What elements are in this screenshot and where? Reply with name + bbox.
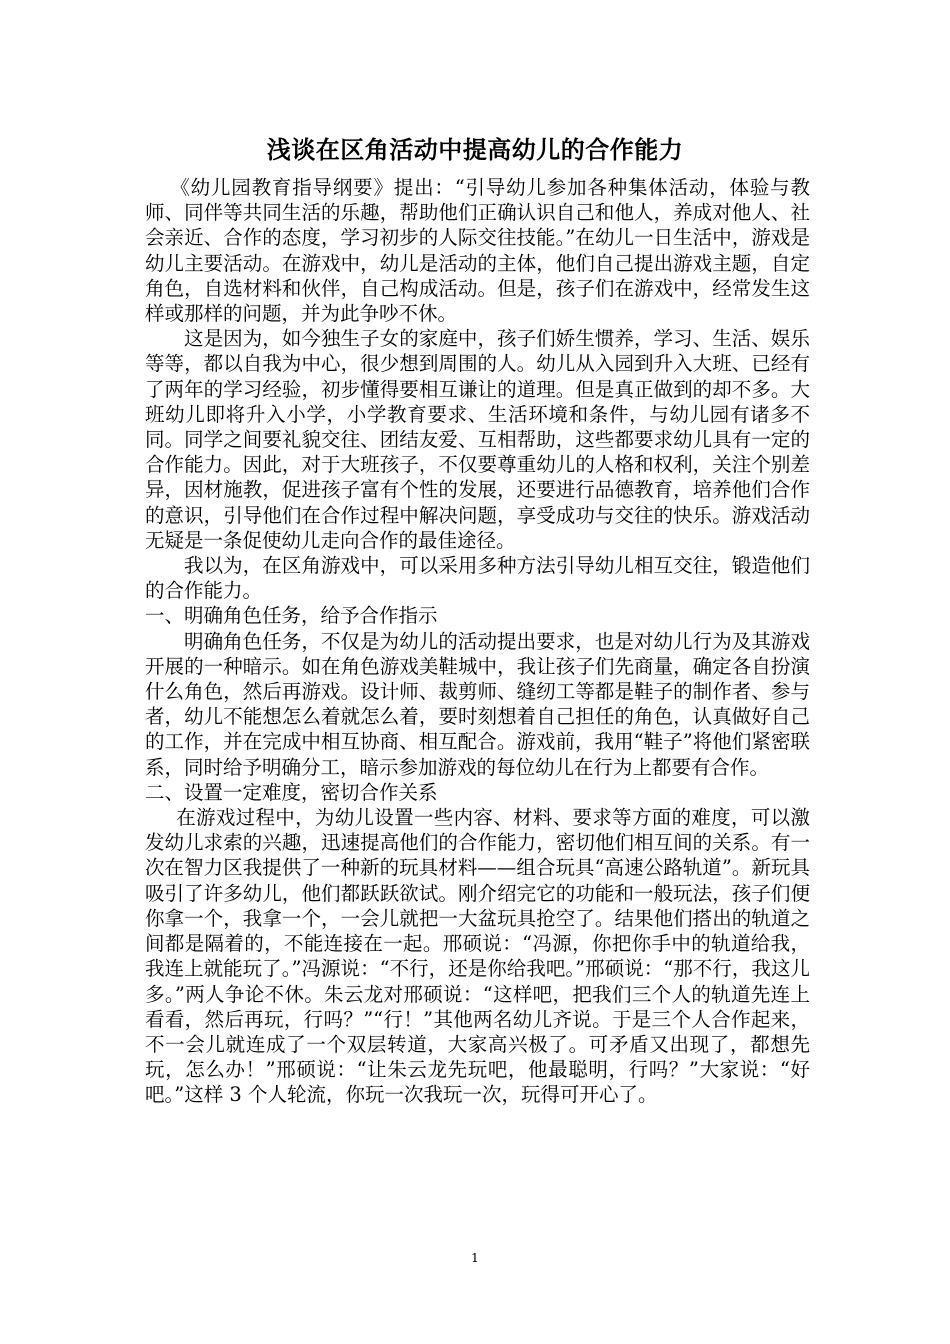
paragraph-thesis: 我以为，在区角游戏中，可以采用多种方法引导幼儿相互交往，锻造他们的合作能力。 bbox=[145, 554, 810, 603]
section-heading-2: 二、设置一定难度，密切合作关系 bbox=[145, 780, 438, 804]
section-heading-1: 一、明确角色任务，给予合作指示 bbox=[145, 604, 438, 628]
page-number: 1 bbox=[471, 1251, 479, 1265]
document-title: 浅谈在区角活动中提高幼儿的合作能力 bbox=[266, 136, 684, 164]
document-body bbox=[145, 175, 810, 1108]
paragraph-intro: 《幼儿园教育指导纲要》提出：“引导幼儿参加各种集体活动，体验与教师、同伴等共同生活的乐趣，帮助他们正确认识自己和他人，养成对他人、社会亲近、合作的态度，学习初步的人际交往技能。”在幼儿一日生活中，游戏是幼儿主要活动。在游戏中，幼儿是活动的主体，他们自己提出游戏主题，自定角色，自选材料和伙伴，自己构成活动。但是，孩子们在游戏中，经常发生这样或那样的问题，并为此争吵不休。 bbox=[145, 176, 810, 326]
section-2-paragraph: 在游戏过程中，为幼儿设置一些内容、材料、要求等方面的难度，可以激发幼儿求索的兴趣，迅速提高他们的合作能力，密切他们相互间的关系。有一次在智力区我提供了一种新的玩具材料——组合玩具“高速公路轨道”。新玩具吸引了许多幼儿，他们都跃跃欲试。刚介绍完它的功能和一般玩法，孩子们便你拿一个，我拿一个，一会儿就把一大盆玩具抢空了。结果他们搭出的轨道之间都是隔着的，不能连接在一起。邢硕说：“冯源，你把你手中的轨道给我，我连上就能玩了。”冯源说：“不行，还是你给我吧。”邢硕说：“那不行，我这儿多。”两人争论不休。朱云龙对邢硕说：“这样吧，把我们三个人的轨道先连上看看，然后再玩，行吗？”“行！”其他两名幼儿齐说。于是三个人合作起来，不一会儿就连成了一个双层转道，大家高兴极了。可矛盾又出现了，都想先玩，怎么办！”邢硕说：“让朱云龙先玩吧，他最聪明，行吗？”大家说：“好吧。”这样 3 个人轮流，你玩一次我玩一次，玩得可开心了。 bbox=[145, 806, 810, 1107]
paragraph-background: 这是因为，如今独生子女的家庭中，孩子们娇生惯养，学习、生活、娱乐等等，都以自我为中心，很少想到周围的人。幼儿从入园到升入大班、已经有了两年的学习经验，初步懂得要相互谦让的道理。但是真正做到的却不多。大班幼儿即将升入小学，小学教育要求、生活环境和条件，与幼儿园有诸多不同。同学之间要礼貌交往、团结友爱、互相帮助，这些都要求幼儿具有一定的合作能力。因此，对于大班孩子，不仅要尊重幼儿的人格和权利，关注个别差异，因材施教，促进孩子富有个性的发展，还要进行品德教育，培养他们合作的意识，引导他们在合作过程中解决问题，享受成功与交往的快乐。游戏活动无疑是一条促使幼儿走向合作的最佳途径。 bbox=[145, 327, 810, 552]
section-1-paragraph: 明确角色任务，不仅是为幼儿的活动提出要求，也是对幼儿行为及其游戏开展的一种暗示。如在角色游戏美鞋城中，我让孩子们先商量，确定各自扮演什么角色，然后再游戏。设计师、裁剪师、缝纫工等都是鞋子的制作者、参与者，幼儿不能想怎么着就怎么着，要时刻想着自己担任的角色，认真做好自己的工作，并在完成中相互协商、相互配合。游戏前，我用“鞋子”将他们紧密联系，同时给予明确分工，暗示参加游戏的每位幼儿在行为上都要有合作。 bbox=[145, 629, 810, 779]
